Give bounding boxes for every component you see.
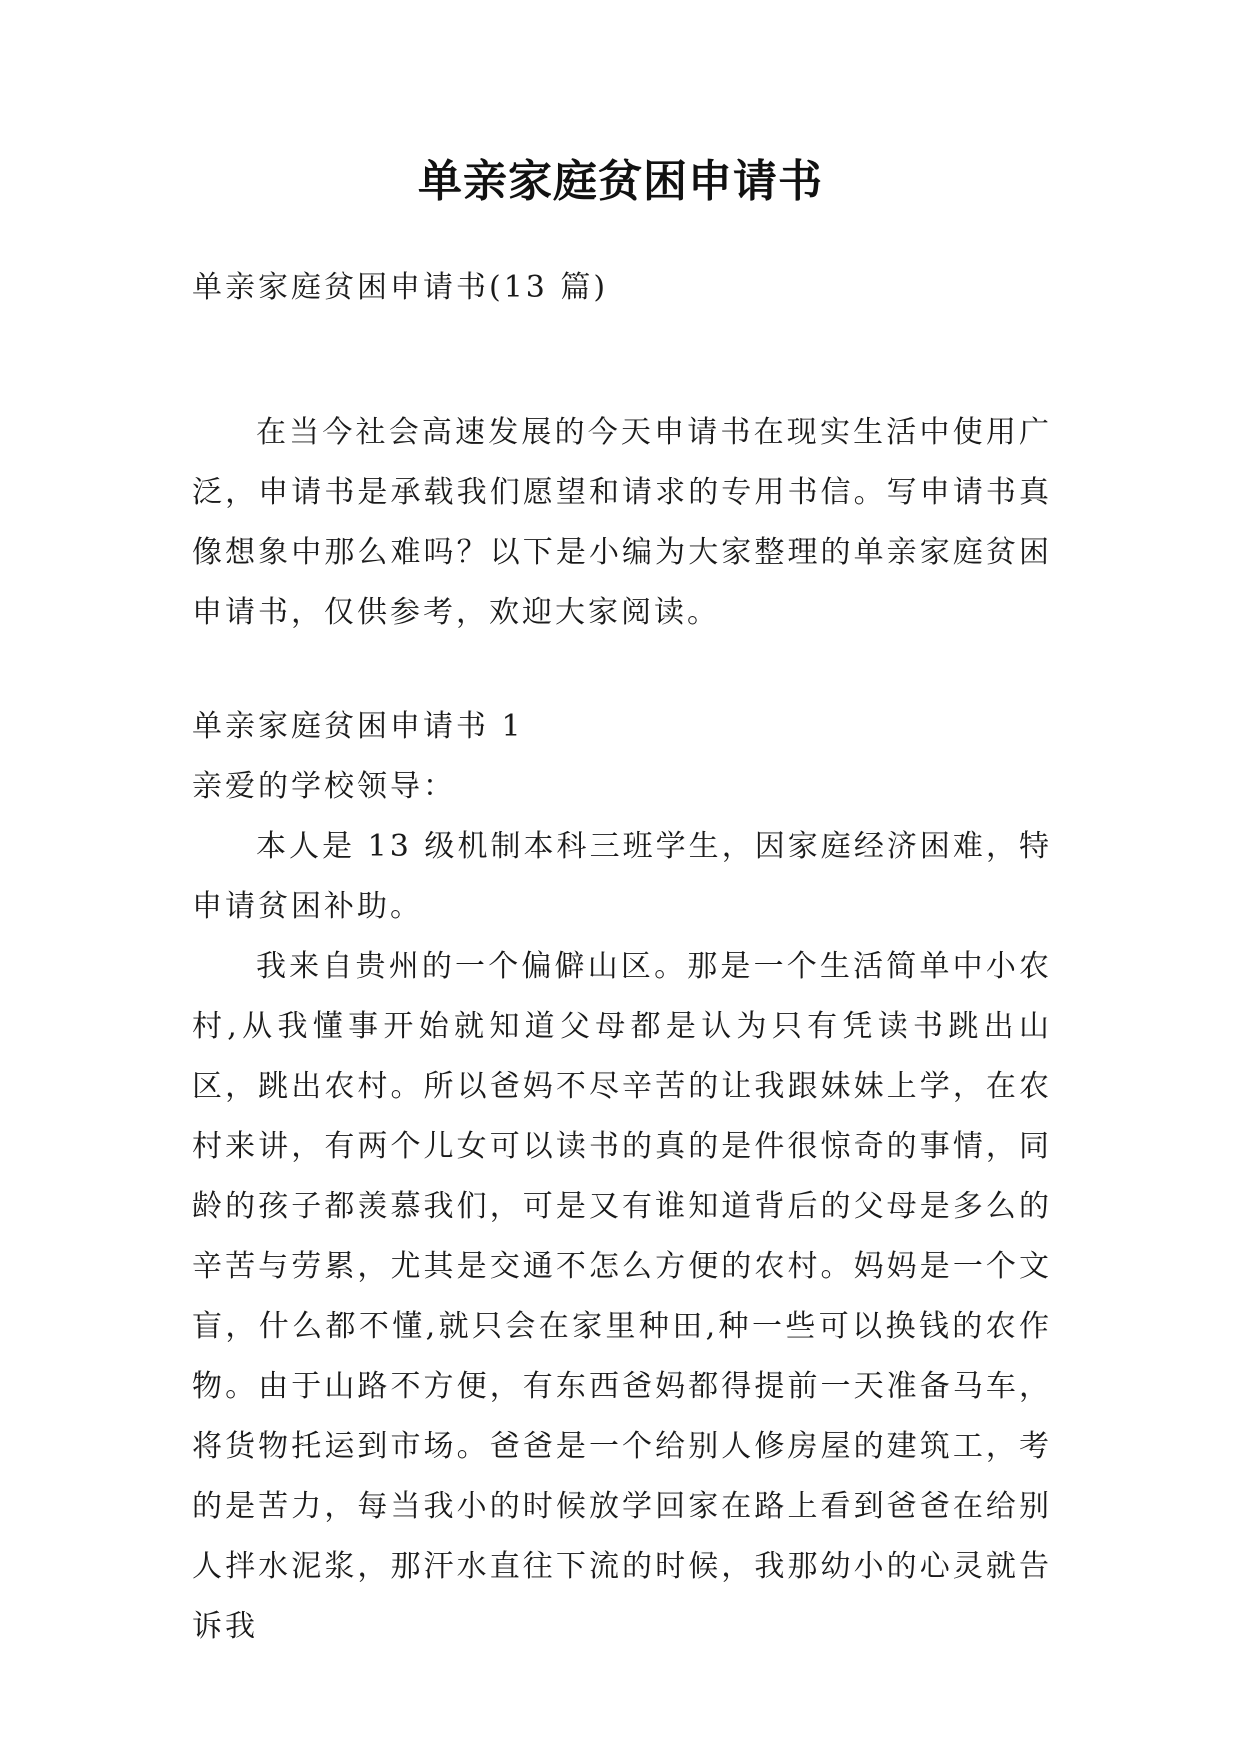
document-title: 单亲家庭贫困申请书	[418, 156, 823, 207]
body-paragraph: 本人是 13 级机制本科三班学生，因家庭经济困难，特申请贫困补助。	[192, 829, 1052, 924]
intro-paragraph: 在当今社会高速发展的今天申请书在现实生活中使用广泛，申请书是承载我们愿望和请求的专用书信。写申请书真像想象中那么难吗？以下是小编为大家整理的单亲家庭贫困申请书，仅供参考，欢迎大家阅读。	[192, 415, 1052, 630]
body-paragraph: 我来自贵州的一个偏僻山区。那是一个生活简单中小农村,从我懂事开始就知道父母都是认为只有凭读书跳出山区，跳出农村。所以爸妈不尽辛苦的让我跟妹妹上学，在农村来讲，有两个儿女可以读书的真的是件很惊奇的事情，同龄的孩子都羡慕我们，可是又有谁知道背后的父母是多么的辛苦与劳累，尤其是交通不怎么方便的农村。妈妈是一个文盲，什么都不懂,就只会在家里种田,种一些可以换钱的农作物。由于山路不方便，有东西爸妈都得提前一天准备马车，将货物托运到市场。爸爸是一个给别人修房屋的建筑工，考的是苦力，每当我小的时候放学回家在路上看到爸爸在给别人拌水泥浆，那汗水直往下流的时候，我那幼小的心灵就告诉我	[192, 949, 1052, 1644]
document-subtitle: 单亲家庭贫困申请书(13 篇)	[192, 270, 609, 305]
salutation: 亲爱的学校领导：	[192, 769, 456, 804]
section-heading: 单亲家庭贫困申请书 1	[192, 709, 524, 744]
